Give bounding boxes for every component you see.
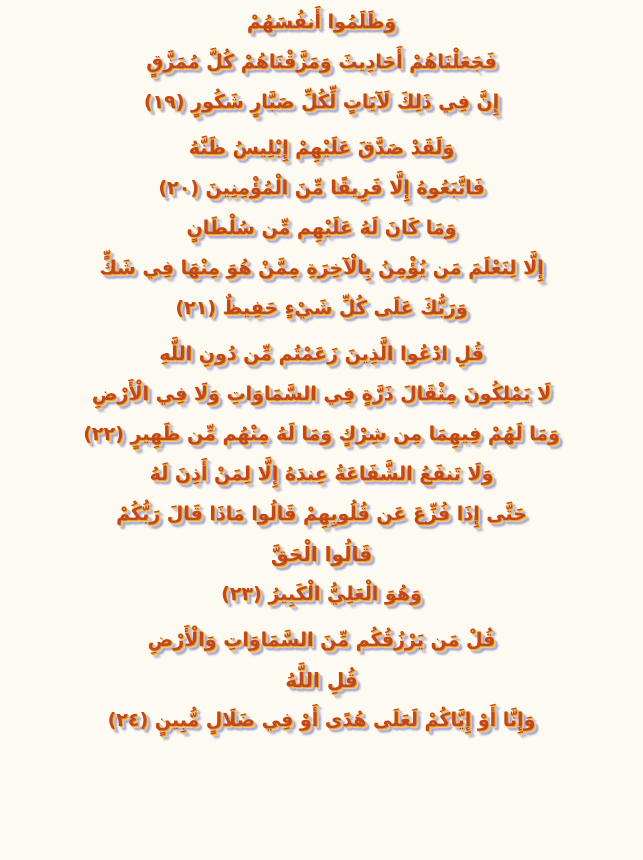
- verse-line: إِنَّ فِي ذَلِكَ لَآيَاتٍ لِّكُلِّ صَبَّارٍ شَكُورٍ (١٩): [143, 91, 500, 113]
- verse-line: قُلِ اللَّهُ: [285, 668, 358, 692]
- stanza-1: [0, 2, 643, 122]
- verse-line: وَظَلَمُوا أَنفُسَهُمْ: [246, 11, 397, 33]
- verse-line: وَلَقَدْ صَدَّقَ عَلَيْهِمْ إِبْلِيسُ ظَنَّهُ: [188, 137, 455, 159]
- stanza-4: [0, 620, 643, 740]
- stanza-2: [0, 128, 643, 328]
- verse-line: وَهُوَ الْعَلِيُّ الْكَبِيرُ (٢٣): [221, 583, 422, 605]
- verse-line: لَا يَمْلِكُونَ مِثْقَالَ ذَرَّةٍ فِي السَّمَاوَاتِ وَلَا فِي الْأَرْضِ: [91, 383, 552, 405]
- verse-line: وَإِنَّا أَوْ إِيَّاكُمْ لَعَلَى هُدًى أَوْ فِي ضَلَالٍ مُّبِينٍ (٢٤): [107, 709, 536, 731]
- verse-line: وَرَبُّكَ عَلَى كُلِّ شَيْءٍ حَفِيظٌ (٢١): [175, 297, 468, 319]
- verse-line: وَمَا كَانَ لَهُ عَلَيْهِم مِّن سُلْطَانٍ: [186, 217, 457, 239]
- verse-line: وَمَا لَهُمْ فِيهِمَا مِن شِرْكٍ وَمَا لَهُ مِنْهُم مِّن ظَهِيرٍ (٢٢): [83, 423, 560, 445]
- verse-line: فَجَعَلْنَاهُمْ أَحَادِيثَ وَمَزَّقْنَاهُمْ كُلَّ مُمَزَّقٍ: [146, 51, 497, 73]
- verse-line: وَلَا تَنفَعُ الشَّفَاعَةُ عِندَهُ إِلَّا لِمَنْ أَذِنَ لَهُ: [149, 463, 494, 485]
- verse-line: قُلْ مَن يَرْزُقُكُم مِّنَ السَّمَاوَاتِ وَالْأَرْضِ: [147, 629, 496, 651]
- verse-line: إِلَّا لِنَعْلَمَ مَن يُؤْمِنُ بِالْآخِرَةِ مِمَّنْ هُوَ مِنْهَا فِي شَكٍّ: [99, 257, 544, 279]
- verse-line: فَاتَّبَعُوهُ إِلَّا فَرِيقًا مِّنَ الْمُؤْمِنِينَ (٢٠): [158, 177, 485, 199]
- stanza-3: [0, 334, 643, 614]
- verse-line: قَالُوا الْحَقَّ: [270, 542, 373, 566]
- verse-line: حَتَّى إِذَا فُزِّعَ عَن قُلُوبِهِمْ قَالُوا مَاذَا قَالَ رَبُّكُمْ: [116, 503, 527, 525]
- verse-line: قُلِ ادْعُوا الَّذِينَ زَعَمْتُم مِّن دُونِ اللَّهِ: [159, 343, 484, 365]
